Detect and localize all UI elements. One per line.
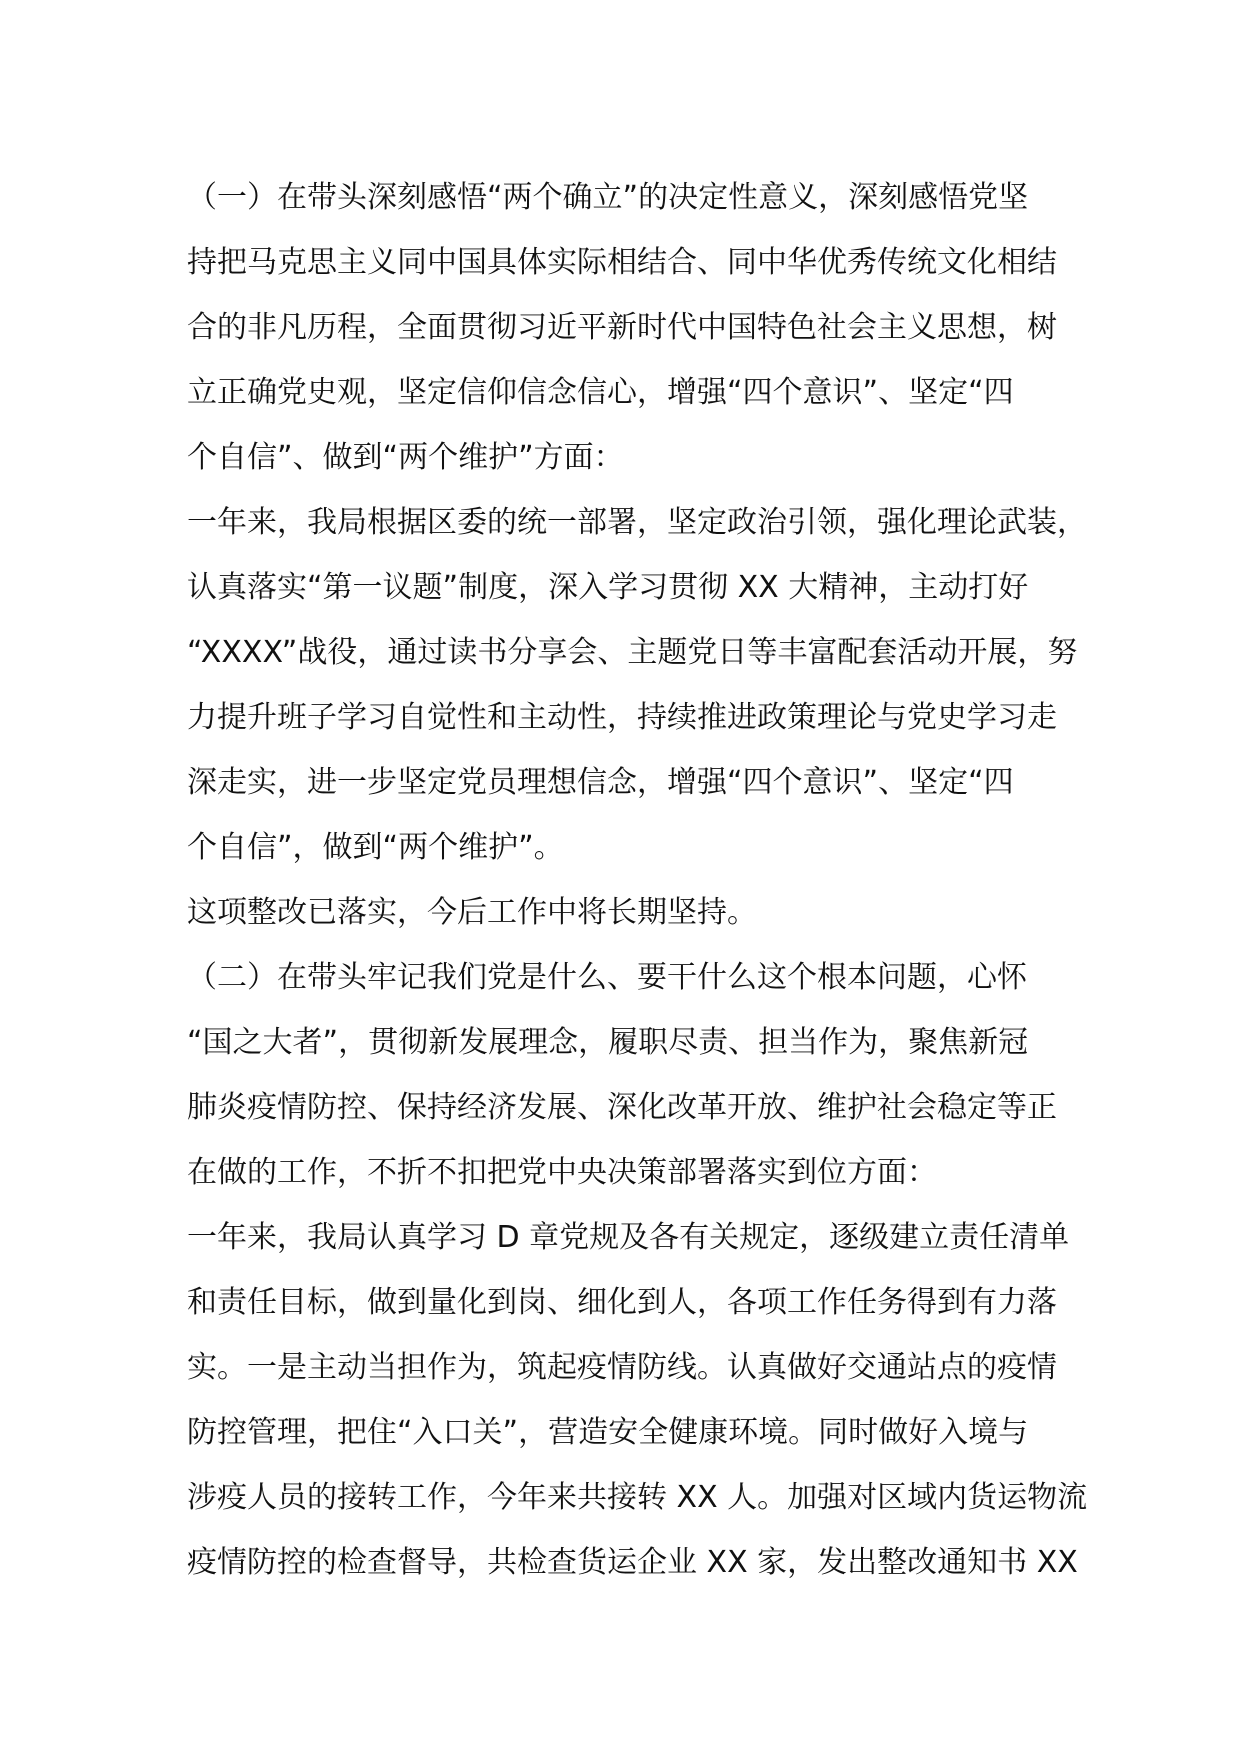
- section-two-body-line-2: 和责任目标，做到量化到岗、细化到人，各项工作任务得到有力落: [187, 1285, 1057, 1320]
- section-one-body-line-6: 个自信”，做到“两个维护”。: [187, 830, 564, 865]
- section-one-heading-line-5: 个自信”、做到“两个维护”方面：: [187, 440, 624, 475]
- section-one-body-line-2: 认真落实“第一议题”制度，深入学习贯彻 XX 大精神，主动打好: [187, 570, 1029, 605]
- section-two-body-line-6: 疫情防控的检查督导，共检查货运企业 XX 家，发出整改通知书 XX: [187, 1545, 1078, 1580]
- section-two-heading-line-2: “国之大者”，贯彻新发展理念，履职尽责、担当作为，聚焦新冠: [187, 1025, 1029, 1060]
- section-one-body-line-4: 力提升班子学习自觉性和主动性，持续推进政策理论与党史学习走: [187, 700, 1057, 735]
- section-two-body-line-3: 实。一是主动当担作为，筑起疫情防线。认真做好交通站点的疫情: [187, 1350, 1057, 1385]
- section-two-heading-line-4: 在做的工作，不折不扣把党中央决策部署落实到位方面：: [187, 1155, 937, 1190]
- section-one-heading-line-1: （一）在带头深刻感悟“两个确立”的决定性意义，深刻感悟党坚: [187, 180, 1029, 215]
- document-body: [187, 165, 1087, 1595]
- section-two-body-line-1: 一年来，我局认真学习 D 章党规及各有关规定，逐级建立责任清单: [187, 1220, 1070, 1255]
- section-one-body-line-3: “XXXX”战役，通过读书分享会、主题党日等丰富配套活动开展，努: [187, 635, 1078, 670]
- section-two-body-line-4: 防控管理，把住“入口关”，营造安全健康环境。同时做好入境与: [187, 1415, 1029, 1450]
- section-one-heading-line-3: 合的非凡历程，全面贯彻习近平新时代中国特色社会主义思想，树: [187, 310, 1057, 345]
- section-two-heading-line-1: （二）在带头牢记我们党是什么、要干什么这个根本问题，心怀: [187, 960, 1027, 995]
- section-one-heading-line-2: 持把马克思主义同中国具体实际相结合、同中华优秀传统文化相结: [187, 245, 1057, 280]
- section-two-heading-line-3: 肺炎疫情防控、保持经济发展、深化改革开放、维护社会稳定等正: [187, 1090, 1057, 1125]
- section-two-body-line-5: 涉疫人员的接转工作，今年来共接转 XX 人。加强对区域内货运物流: [187, 1480, 1088, 1515]
- section-one-body-line-1: 一年来，我局根据区委的统一部署，坚定政治引领，强化理论武装，: [187, 505, 1087, 540]
- section-one-status-line: 这项整改已落实，今后工作中将长期坚持。: [187, 895, 757, 930]
- section-one-body-line-5: 深走实，进一步坚定党员理想信念，增强“四个意识”、坚定“四: [187, 765, 1014, 800]
- section-one-heading-line-4: 立正确党史观，坚定信仰信念信心，增强“四个意识”、坚定“四: [187, 375, 1014, 410]
